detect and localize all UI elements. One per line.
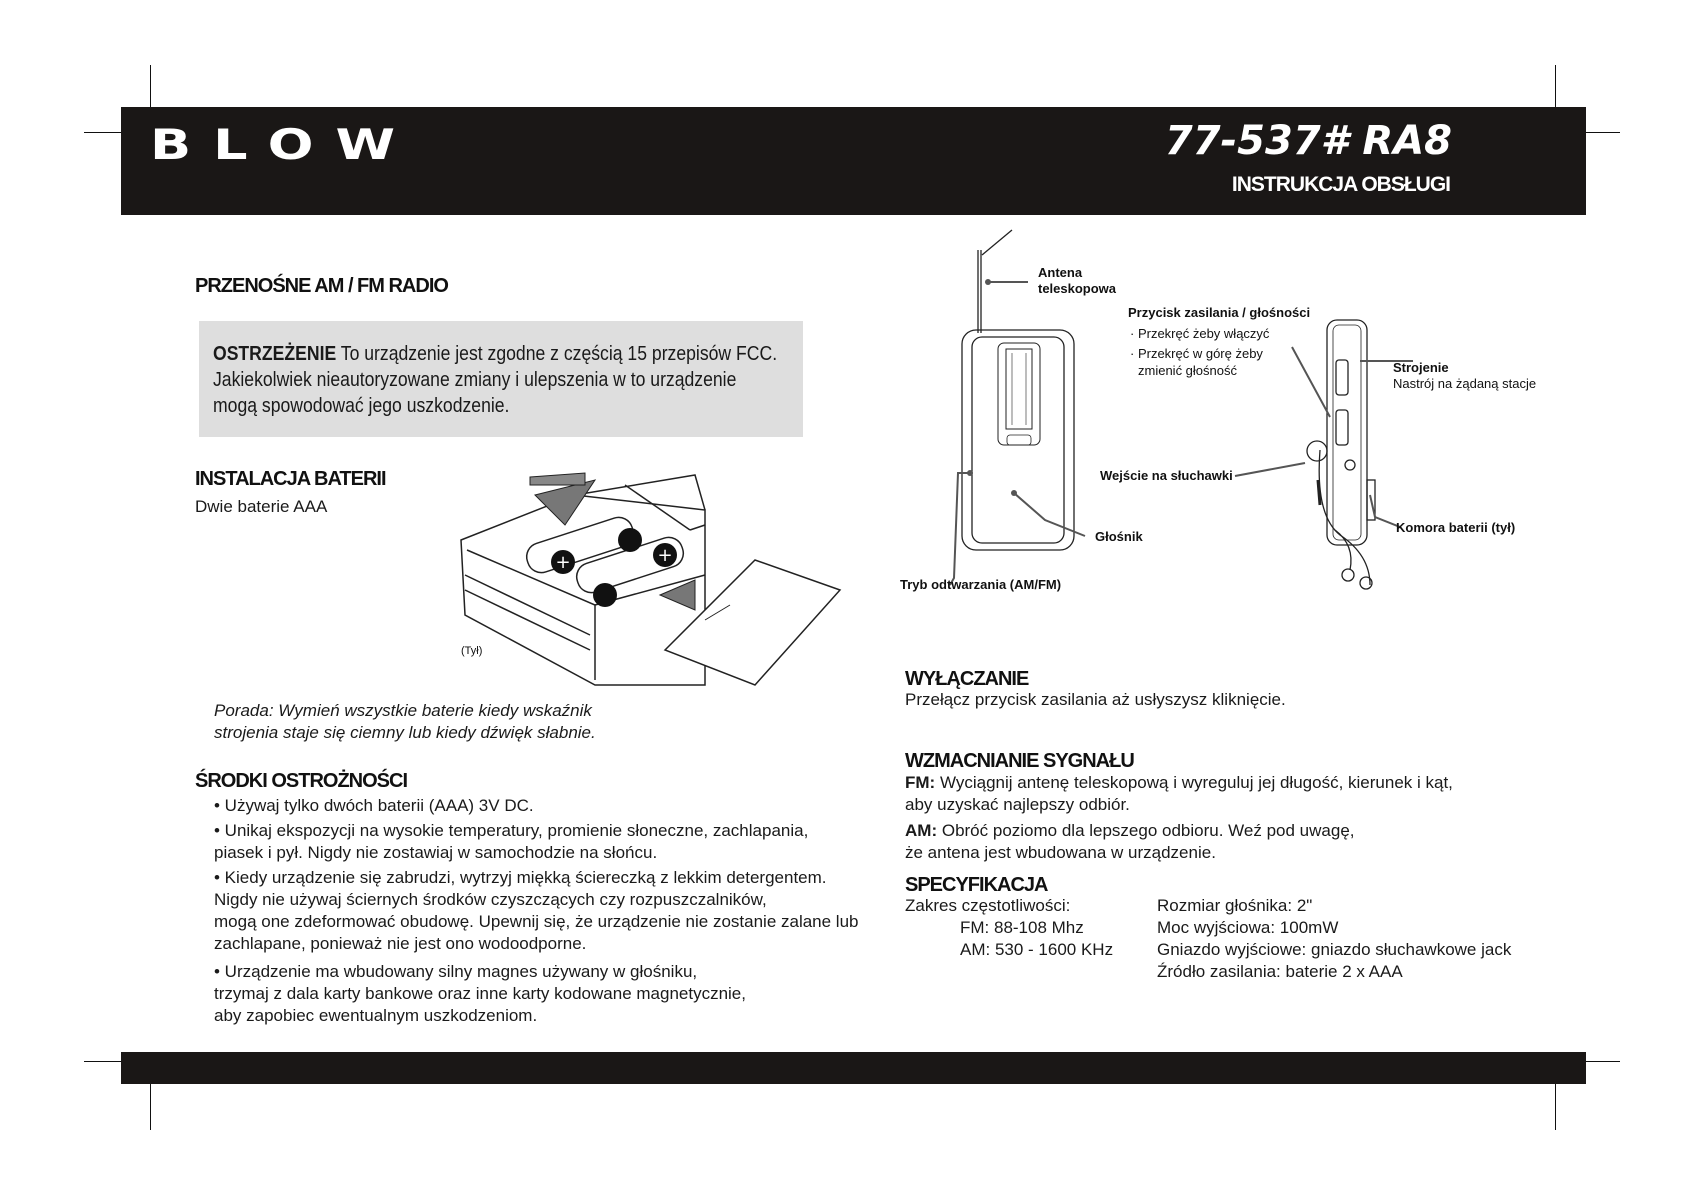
signal-title: WZMACNIANIE SYGNAŁU: [905, 750, 1134, 772]
label-antenna: Antena: [1038, 265, 1083, 280]
off-text: Przełącz przycisk zasilania aż usłyszysz kliknięcie.: [905, 690, 1286, 709]
tip-line-1: Porada: Wymień wszystkie baterie kiedy wskaźnik: [214, 701, 592, 720]
precaution-line: trzymaj z dala karty bankowe oraz inne karty kodowane magnetycznie,: [214, 984, 746, 1003]
warning-line-1: To urządzenie jest zgodne z częścią 15 przepisów FCC.: [340, 343, 778, 365]
label-power-item-1: · Przekręć żeby włączyć: [1130, 326, 1270, 341]
label-battery-compartment: Komora baterii (tył): [1396, 520, 1516, 535]
am-line-1: Obróć poziomo dla lepszego odbioru. Weź pod uwagę,: [941, 821, 1355, 840]
precaution-line: mogą one zdeformować obudowę. Upewnij się, że urządzenie nie zostanie zalane lub: [214, 912, 859, 931]
spec-fm-range: FM: 88-108 Mhz: [960, 918, 1084, 937]
signal-fm: [905, 772, 1453, 816]
radio-diagram: [900, 225, 1590, 595]
fm-line-2: aby uzyskać najlepszy odbiór.: [905, 795, 1130, 814]
spec-range: [905, 895, 1113, 961]
warning-text: [213, 341, 777, 419]
tip-line-2: strojenia staje się ciemny lub kiedy dźwięk słabnie.: [214, 723, 596, 742]
fm-line-1: Wyciągnij antenę teleskopową i wyreguluj jej długość, kierunek i kąt,: [939, 773, 1453, 792]
warning-label: OSTRZEŻENIE: [213, 343, 337, 365]
spec-power-source: Źródło zasilania: baterie 2 x AAA: [1157, 962, 1403, 981]
spec-speaker-size: Rozmiar głośnika: 2": [1157, 896, 1313, 915]
svg-text:+: +: [657, 545, 673, 566]
precaution-line: • Używaj tylko dwóch baterii (AAA) 3V DC.: [214, 796, 534, 815]
svg-text:+: +: [555, 552, 571, 573]
arrow-up-icon: [535, 480, 595, 525]
spec-range-label: Zakres częstotliwości:: [905, 896, 1071, 915]
precaution-line: • Kiedy urządzenie się zabrudzi, wytrzyj miękką ściereczką z lekkim detergentem.: [214, 868, 827, 887]
spec-output-jack: Gniazdo wyjściowe: gniazdo słuchawkowe jack: [1157, 940, 1512, 959]
spec-output-power: Moc wyjściowa: 100mW: [1157, 918, 1339, 937]
crop-mark: [150, 1078, 151, 1130]
label-tuning: Strojenie: [1393, 360, 1449, 375]
label-speaker: Głośnik: [1095, 529, 1143, 544]
precaution-line: • Urządzenie ma wbudowany silny magnes używany w głośniku,: [214, 962, 698, 981]
battery-title: INSTALACJA BATERII: [195, 468, 386, 490]
brand-logo: BLOW: [150, 120, 418, 170]
minus-icon: [593, 583, 617, 607]
model-number: 77-537# RA8: [1164, 118, 1452, 164]
label-mode: Tryb odtwarzania (AM/FM): [900, 577, 1062, 592]
battery-subtitle: Dwie baterie AAA: [195, 497, 328, 516]
precaution-line: aby zapobiec ewentualnym uszkodzeniom.: [214, 1006, 538, 1025]
label-headphone-input: Wejście na słuchawki: [1100, 468, 1233, 483]
tip-text: [214, 700, 596, 744]
footer-band: [121, 1052, 1586, 1084]
headphone-icon: [1307, 441, 1327, 461]
am-label: AM:: [905, 821, 938, 840]
arrow-left-icon: [660, 580, 695, 610]
precaution-line: Nigdy nie używaj ściernych środków czyszczących czy rozpuszczalników,: [214, 890, 767, 909]
label-antenna-2: teleskopowa: [1038, 281, 1117, 296]
product-title: PRZENOŚNE AM / FM RADIO: [195, 275, 448, 297]
spec-title: SPECYFIKACJA: [905, 874, 1048, 896]
battery-illustration: [455, 455, 850, 695]
am-line-2: że antena jest wbudowana w urządzenie.: [905, 843, 1216, 862]
precautions-title: ŚRODKI OSTROŻNOŚCI: [195, 770, 408, 792]
crop-mark: [1555, 1078, 1556, 1130]
signal-am: [905, 820, 1355, 864]
off-title: WYŁĄCZANIE: [905, 668, 1029, 690]
minus-icon: [618, 528, 642, 552]
warning-line-2: Jakiekolwiek nieautoryzowane zmiany i ulepszenia w to urządzenie: [213, 369, 737, 391]
precaution-line: • Unikaj ekspozycji na wysokie temperatury, promienie słoneczne, zachlapania,: [214, 821, 809, 840]
precaution-line: zachlapane, ponieważ nie jest ono wodoodporne.: [214, 934, 587, 953]
fm-label: FM:: [905, 773, 936, 792]
precaution-line: piasek i pył. Nigdy nie zostawiaj w samochodzie na słońcu.: [214, 843, 658, 862]
label-power-item-2: · Przekręć w górę żeby: [1130, 346, 1263, 361]
manual-title: INSTRUKCJA OBSŁUGI: [1231, 173, 1450, 196]
spec-am-range: AM: 530 - 1600 KHz: [960, 940, 1114, 959]
warning-line-3: mogą spowodować jego uszkodzenie.: [213, 395, 510, 417]
precautions-list: [214, 795, 859, 1027]
warning-box: [199, 321, 803, 437]
label-tuning-desc: Nastrój na żądaną stacje: [1393, 376, 1537, 391]
rear-label: (Tył): [461, 645, 483, 657]
spec-details: [1157, 895, 1511, 983]
label-power-item-2b: zmienić głośność: [1138, 363, 1237, 378]
label-power: Przycisk zasilania / głośności: [1128, 305, 1311, 320]
